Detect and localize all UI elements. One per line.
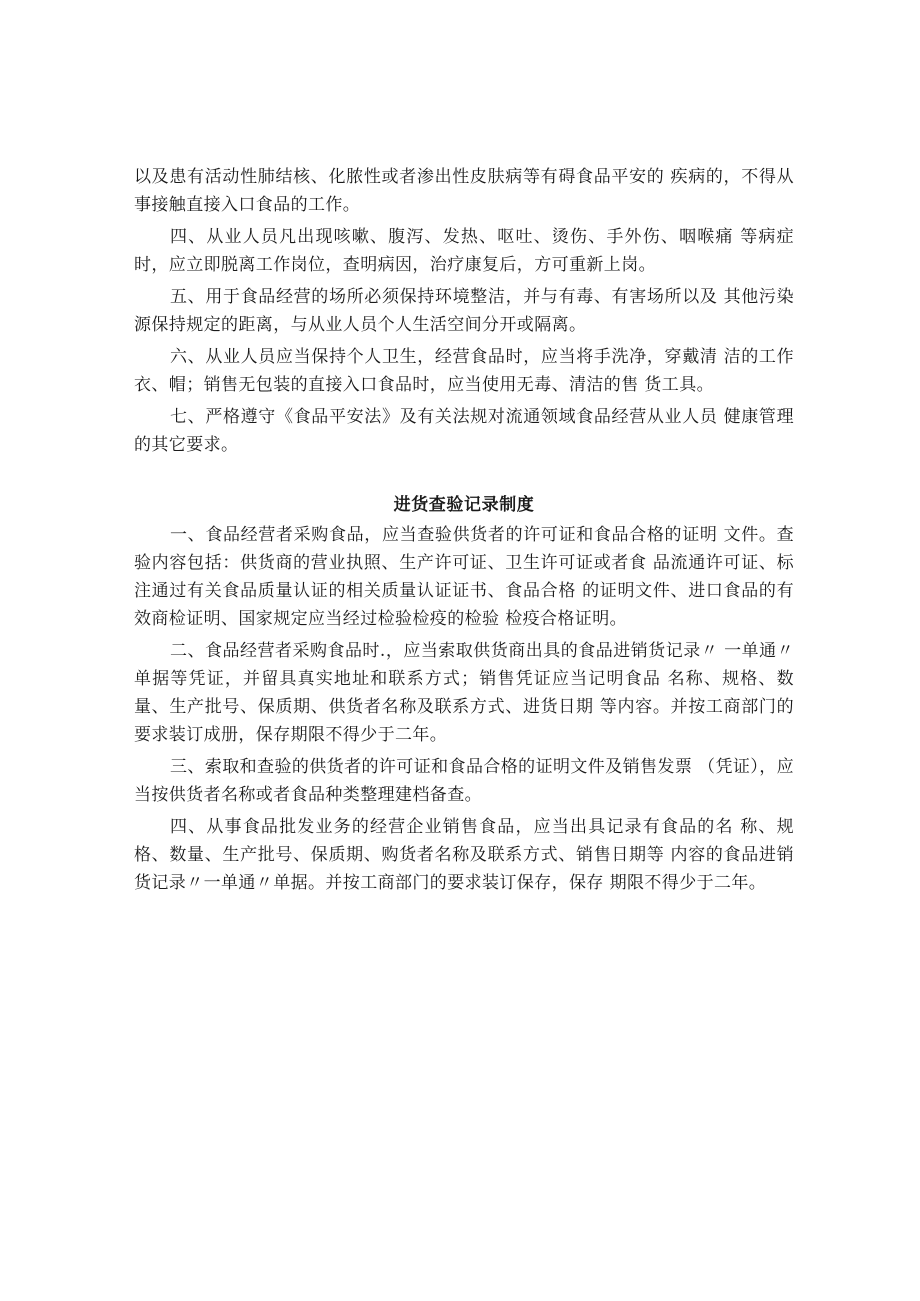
paragraph-item-1: 一、食品经营者采购食品，应当查验供货者的许可证和食品合格的证明 文件。查验内容包括：供货商的营业执照、生产许可证、卫生许可证或者食 品流通许可证、标注通过有关食品质量认证的相关质量认证证书、食品合格 的证明文件、进口食品的有效商检证明、国家规定应当经过检验检疫的检验 检疫合格证明。	[134, 525, 794, 629]
document-page	[134, 163, 794, 901]
paragraph-item-6: 六、从业人员应当保持个人卫生，经营食品时，应当将手洗净，穿戴清 洁的工作衣、帽；销售无包装的直接入口食品时，应当使用无毒、清洁的售 货工具。	[134, 347, 794, 395]
paragraph-item-5: 五、用于食品经营的场所必须保持环境整洁，并与有毒、有害场所以及 其他污染源保持规定的距离，与从业人员个人生活空间分开或隔离。	[134, 287, 794, 335]
paragraph-item-4-section2: 四、从事食品批发业务的经营企业销售食品，应当出具记录有食品的名 称、规格、数量、生产批号、保质期、购货者名称及联系方式、销售日期等 内容的食品进销货记录〃一单通〃单据。并按工商部门的要求装订保存，保存 期限不得少于二年。	[134, 817, 794, 893]
paragraph-item-2: 二、食品经营者采购食品时.，应当索取供货商出具的食品进销货记录〃 一单通〃单据等凭证，并留具真实地址和联系方式；销售凭证应当记明食品 名称、规格、数量、生产批号、保质期、供货者名称及联系方式、进货日期 等内容。并按工商部门的要求装订成册，保存期限不得少于二年。	[134, 641, 794, 745]
section-title: 进货查验记录制度	[393, 495, 535, 515]
paragraph-item-7: 七、严格遵守《食品平安法》及有关法规对流通领域食品经营从业人员 健康管理的其它要求。	[134, 407, 794, 455]
section-spacer	[134, 463, 794, 491]
paragraph-continued-item-3: 以及患有活动性肺结核、化脓性或者渗出性皮肤病等有碍食品平安的 疾病的，不得从事接触直接入口食品的工作。	[134, 167, 794, 215]
paragraph-item-4: 四、从业人员凡出现咳嗽、腹泻、发热、呕吐、烫伤、手外伤、咽喉痛 等病症时，应立即脱离工作岗位，查明病因，治疗康复后，方可重新上岗。	[134, 227, 794, 275]
paragraph-item-3: 三、索取和查验的供货者的许可证和食品合格的证明文件及销售发票 （凭证），应当按供货者名称或者食品种类整理建档备查。	[134, 757, 794, 805]
